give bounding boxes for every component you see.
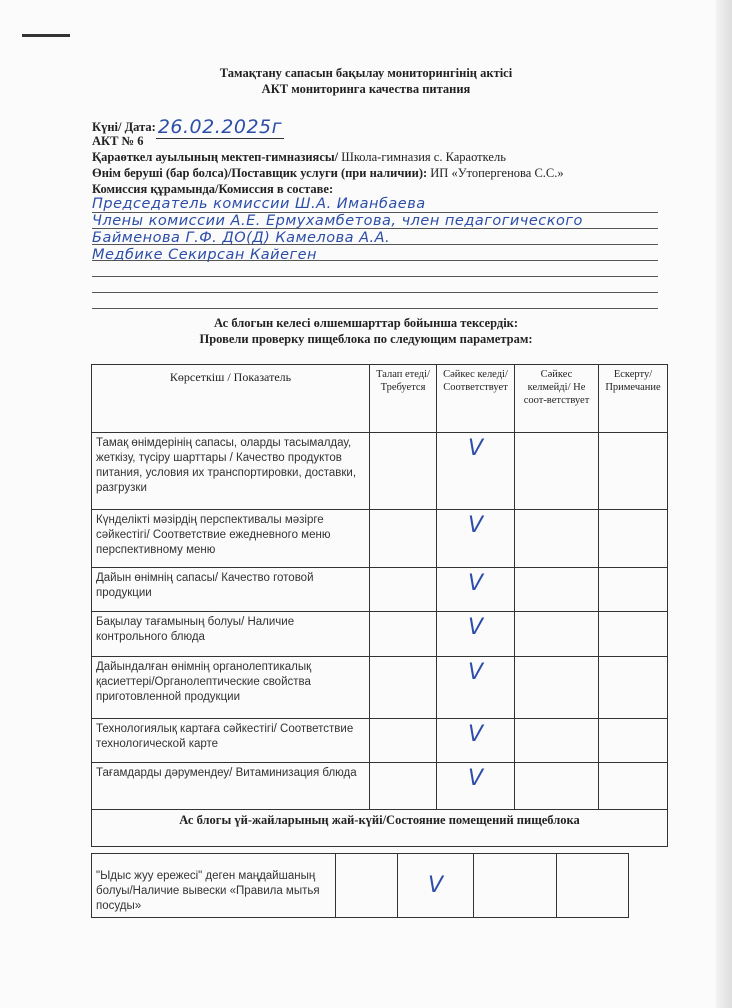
cell-complies xyxy=(437,763,515,810)
group-title: Ас блогы үй-жайларының жай-күйі/Состояние помещений пищеблока xyxy=(92,810,668,847)
cell-complies xyxy=(437,719,515,763)
table-row xyxy=(92,763,668,810)
table-row xyxy=(92,568,668,612)
commission-label-line xyxy=(92,182,333,197)
cell-required xyxy=(370,568,437,612)
check-mark: V xyxy=(467,436,484,461)
commission-member-line: Председатель комиссии Ш.А. Иманбаева xyxy=(92,196,426,212)
cell-required xyxy=(370,719,437,763)
cell-complies xyxy=(437,568,515,612)
commission-member-line: Медбике Секирсан Кайеген xyxy=(92,247,318,263)
supplier-label: Өнім беруші (бар болса)/Поставщик услуги (при наличии): xyxy=(92,166,428,180)
cell-required xyxy=(370,433,437,510)
table-row xyxy=(92,719,668,763)
row-param: Бақылау тағамының болуы/ Наличие контрольного блюда xyxy=(92,612,370,657)
cell-complies xyxy=(437,612,515,657)
commission-member-line: Члены комиссии А.Е. Ермухамбетова, член педагогического xyxy=(92,213,583,229)
cell-complies xyxy=(437,657,515,719)
header-not-complies: Сәйкес келмейді/ Не соот-ветствует xyxy=(515,365,599,433)
header-indicator: Көрсеткіш / Показатель xyxy=(92,365,370,433)
table-row xyxy=(92,657,668,719)
cell-complies xyxy=(398,854,474,918)
row-param: Күнделікті мәзірдің перспективалы мәзірге сәйкестігі/ Соответствие ежедневного меню перспективному меню xyxy=(92,510,370,568)
cell-complies xyxy=(437,510,515,568)
scan-edge xyxy=(716,0,732,1008)
cell-not-complies xyxy=(515,433,599,510)
cell-required xyxy=(370,763,437,810)
cell-note xyxy=(599,657,668,719)
table-group-row xyxy=(92,810,668,847)
row-param: Технологиялық картаға сәйкестігі/ Соответствие технологической карте xyxy=(92,719,370,763)
check-mark: V xyxy=(467,722,484,747)
cell-required xyxy=(336,854,398,918)
row-param: "Ыдыс жуу ережесі" деген маңдайшаның болуы/Наличие вывески «Правила мытья посуды» xyxy=(92,854,336,918)
check-mark: V xyxy=(427,873,444,898)
date-value: 26.02.2025г xyxy=(157,116,283,138)
cell-note xyxy=(599,568,668,612)
header-required: Талап етеді/Требуется xyxy=(370,365,437,433)
cell-not-complies xyxy=(515,657,599,719)
pen-mark xyxy=(22,34,70,37)
commission-member-line: Байменова Г.Ф. ДО(Д) Камелова А.А. xyxy=(92,230,391,246)
table-header-row xyxy=(92,365,668,433)
cell-note xyxy=(599,763,668,810)
row-param: Тағамдарды дәрумендеу/ Витаминизация блюда xyxy=(92,763,370,810)
school-label: Қараөткел ауылының мектеп-гимназиясы/ xyxy=(92,150,339,164)
table-row xyxy=(92,612,668,657)
cell-note xyxy=(599,433,668,510)
school-value: Школа-гимназия с. Караоткель xyxy=(341,150,506,164)
section-title-kz: Ас блогын келесі өлшемшарттар бойынша тексердік: xyxy=(213,316,519,330)
check-mark: V xyxy=(467,571,484,596)
header-complies: Сәйкес келеді/Соответствует xyxy=(437,365,515,433)
title-kz: Тамақтану сапасын бақылау мониторингінің актісі xyxy=(219,66,513,80)
commission-rule xyxy=(92,276,658,293)
supplier-value: ИП «Утопергенова С.С.» xyxy=(430,166,564,180)
title-ru: АКТ мониторинга качества питания xyxy=(261,82,471,96)
check-mark: V xyxy=(467,615,484,640)
act-number-text: АКТ № 6 xyxy=(92,134,144,148)
row-param: Дайын өнімнің сапасы/ Качество готовой продукции xyxy=(92,568,370,612)
cell-required xyxy=(370,510,437,568)
cell-not-complies xyxy=(515,568,599,612)
cell-not-complies xyxy=(474,854,557,918)
act-number xyxy=(92,134,144,149)
premises-table xyxy=(91,853,629,918)
check-mark: V xyxy=(467,660,484,685)
cell-not-complies xyxy=(515,510,599,568)
cell-not-complies xyxy=(515,763,599,810)
commission-label: Комиссия құрамында/Комиссия в составе: xyxy=(92,182,334,196)
cell-required xyxy=(370,612,437,657)
cell-not-complies xyxy=(515,719,599,763)
commission-rule xyxy=(92,292,658,309)
cell-complies xyxy=(437,433,515,510)
section-title-ru: Провели проверку пищеблока по следующим параметрам: xyxy=(199,332,533,346)
cell-note xyxy=(557,854,629,918)
table-row xyxy=(92,510,668,568)
check-mark: V xyxy=(467,766,484,791)
cell-not-complies xyxy=(515,612,599,657)
check-mark: V xyxy=(467,513,484,538)
parameters-table xyxy=(91,364,668,847)
date-line xyxy=(92,114,284,136)
row-param: Тамақ өнімдерінің сапасы, оларды тасымалдау, жеткізу, түсіру шарттары / Качество продуктов питания, условия их транспортировки, доставки, разгрузки xyxy=(92,433,370,510)
school-line xyxy=(92,150,506,165)
table-row xyxy=(92,854,629,918)
header-note: Ескерту/ Примечание xyxy=(599,365,668,433)
table-row xyxy=(92,433,668,510)
supplier-line xyxy=(92,166,564,181)
cell-note xyxy=(599,719,668,763)
cell-required xyxy=(370,657,437,719)
date-label: Күні/ Дата: xyxy=(92,120,156,134)
row-param: Дайындалған өнімнің органолептикалық қасиеттері/Органолептические свойства приготовленной продукции xyxy=(92,657,370,719)
cell-note xyxy=(599,510,668,568)
cell-note xyxy=(599,612,668,657)
